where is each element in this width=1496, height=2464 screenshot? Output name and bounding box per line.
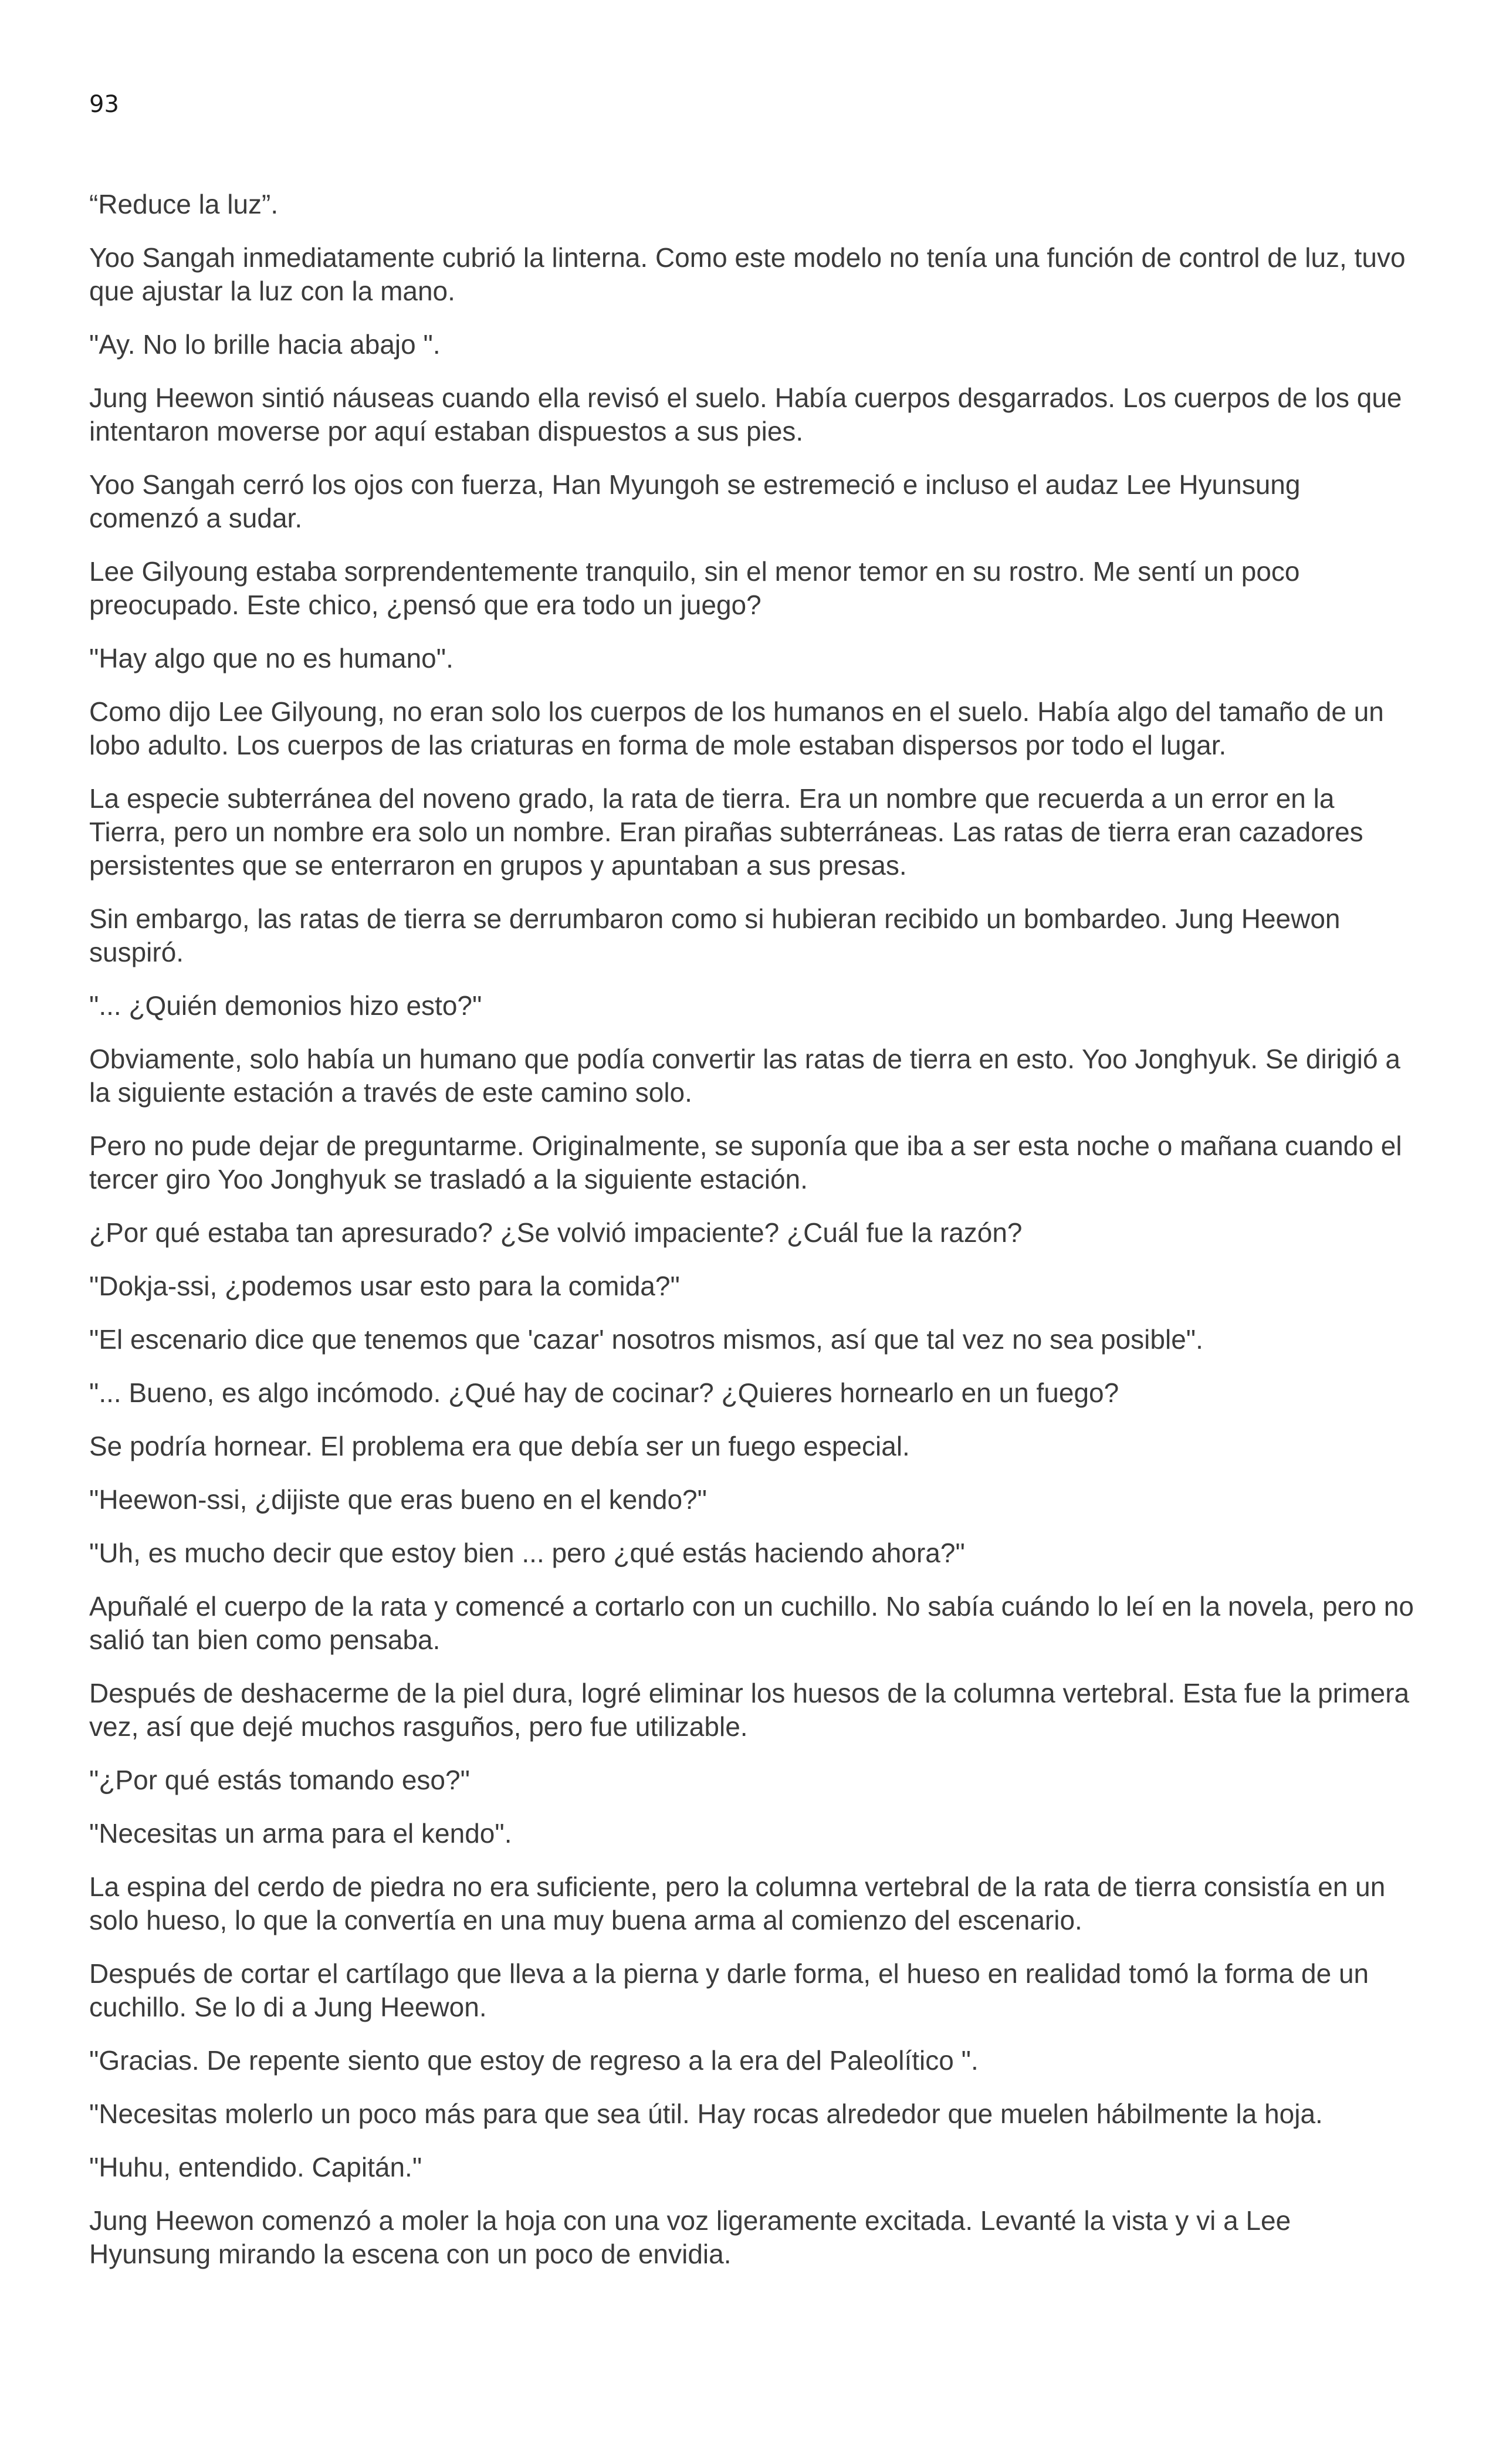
paragraph: "Ay. No lo brille hacia abajo ".: [89, 329, 441, 360]
paragraph: "Gracias. De repente siento que estoy de regreso a la era del Paleolítico ".: [89, 2045, 979, 2076]
paragraph: Sin embargo, las ratas de tierra se derrumbaron como si hubieran recibido un bombardeo. Jung Heewon suspiró.: [89, 903, 1341, 967]
paragraph: La espina del cerdo de piedra no era suficiente, pero la columna vertebral de la rata de tierra consistía en un solo hueso, lo que la convertía en una muy buena arma al comienzo del escenario.: [89, 1871, 1386, 1935]
page-number: 93: [89, 91, 119, 118]
paragraph: Después de deshacerme de la piel dura, logré eliminar los huesos de la columna vertebral. Esta fue la primera vez, así que dejé muchos rasguños, pero fue utilizable.: [89, 1678, 1410, 1742]
paragraph: "... Bueno, es algo incómodo. ¿Qué hay de cocinar? ¿Quieres hornearlo en un fuego?: [89, 1377, 1119, 1408]
paragraph: Jung Heewon sintió náuseas cuando ella revisó el suelo. Había cuerpos desgarrados. Los cuerpos de los que intentaron moverse por aquí estaban dispuestos a sus pies.: [89, 383, 1402, 446]
paragraph: Como dijo Lee Gilyoung, no eran solo los cuerpos de los humanos en el suelo. Había algo del tamaño de un lobo adulto. Los cuerpos de las criaturas en forma de mole estaban dispersos por todo el lugar.: [89, 696, 1384, 760]
paragraph: Pero no pude dejar de preguntarme. Originalmente, se suponía que iba a ser esta noche o mañana cuando el tercer giro Yoo Jonghyuk se trasladó a la siguiente estación.: [89, 1131, 1402, 1194]
paragraph: La especie subterránea del noveno grado, la rata de tierra. Era un nombre que recuerda a un error en la Tierra, pero un nombre era solo un nombre. Eran pirañas subterráneas. Las ratas de tierra eran cazadores persistentes que se enterraron en grupos y apuntaban a sus presas.: [89, 783, 1363, 881]
paragraph: "... ¿Quién demonios hizo esto?": [89, 990, 482, 1021]
paragraph: "Necesitas un arma para el kendo".: [89, 1818, 512, 1849]
body-text: [89, 188, 1416, 2291]
paragraph: "El escenario dice que tenemos que 'cazar' nosotros mismos, así que tal vez no sea posible".: [89, 1324, 1203, 1355]
paragraph: "¿Por qué estás tomando eso?": [89, 1765, 470, 1795]
paragraph: "Huhu, entendido. Capitán.": [89, 2152, 422, 2182]
paragraph: Se podría hornear. El problema era que debía ser un fuego especial.: [89, 1431, 910, 1461]
paragraph: "Uh, es mucho decir que estoy bien ... pero ¿qué estás haciendo ahora?": [89, 1538, 965, 1568]
paragraph: Obviamente, solo había un humano que podía convertir las ratas de tierra en esto. Yoo Jonghyuk. Se dirigió a la siguiente estación a través de este camino solo.: [89, 1044, 1400, 1108]
paragraph: Después de cortar el cartílago que lleva a la pierna y darle forma, el hueso en realidad tomó la forma de un cuchillo. Se lo di a Jung Heewon.: [89, 1958, 1369, 2022]
paragraph: Lee Gilyoung estaba sorprendentemente tranquilo, sin el menor temor en su rostro. Me sentí un poco preocupado. Este chico, ¿pensó que era todo un juego?: [89, 556, 1300, 620]
paragraph: "Dokja-ssi, ¿podemos usar esto para la comida?": [89, 1271, 680, 1301]
paragraph: "Heewon-ssi, ¿dijiste que eras bueno en el kendo?": [89, 1484, 707, 1515]
paragraph: “Reduce la luz”.: [89, 189, 279, 219]
paragraph: Jung Heewon comenzó a moler la hoja con una voz ligeramente excitada. Levanté la vista y vi a Lee Hyunsung mirando la escena con un poco de envidia.: [89, 2205, 1291, 2269]
paragraph: Apuñalé el cuerpo de la rata y comencé a cortarlo con un cuchillo. No sabía cuándo lo leí en la novela, pero no salió tan bien como pensaba.: [89, 1591, 1414, 1655]
paragraph: ¿Por qué estaba tan apresurado? ¿Se volvió impaciente? ¿Cuál fue la razón?: [89, 1217, 1023, 1248]
paragraph: "Hay algo que no es humano".: [89, 643, 453, 673]
paragraph: "Necesitas molerlo un poco más para que sea útil. Hay rocas alrededor que muelen hábilmente la hoja.: [89, 2099, 1323, 2129]
paragraph: Yoo Sangah cerró los ojos con fuerza, Han Myungoh se estremeció e incluso el audaz Lee Hyunsung comenzó a sudar.: [89, 469, 1301, 533]
paragraph: Yoo Sangah inmediatamente cubrió la linterna. Como este modelo no tenía una función de control de luz, tuvo que ajustar la luz con la mano.: [89, 242, 1406, 306]
